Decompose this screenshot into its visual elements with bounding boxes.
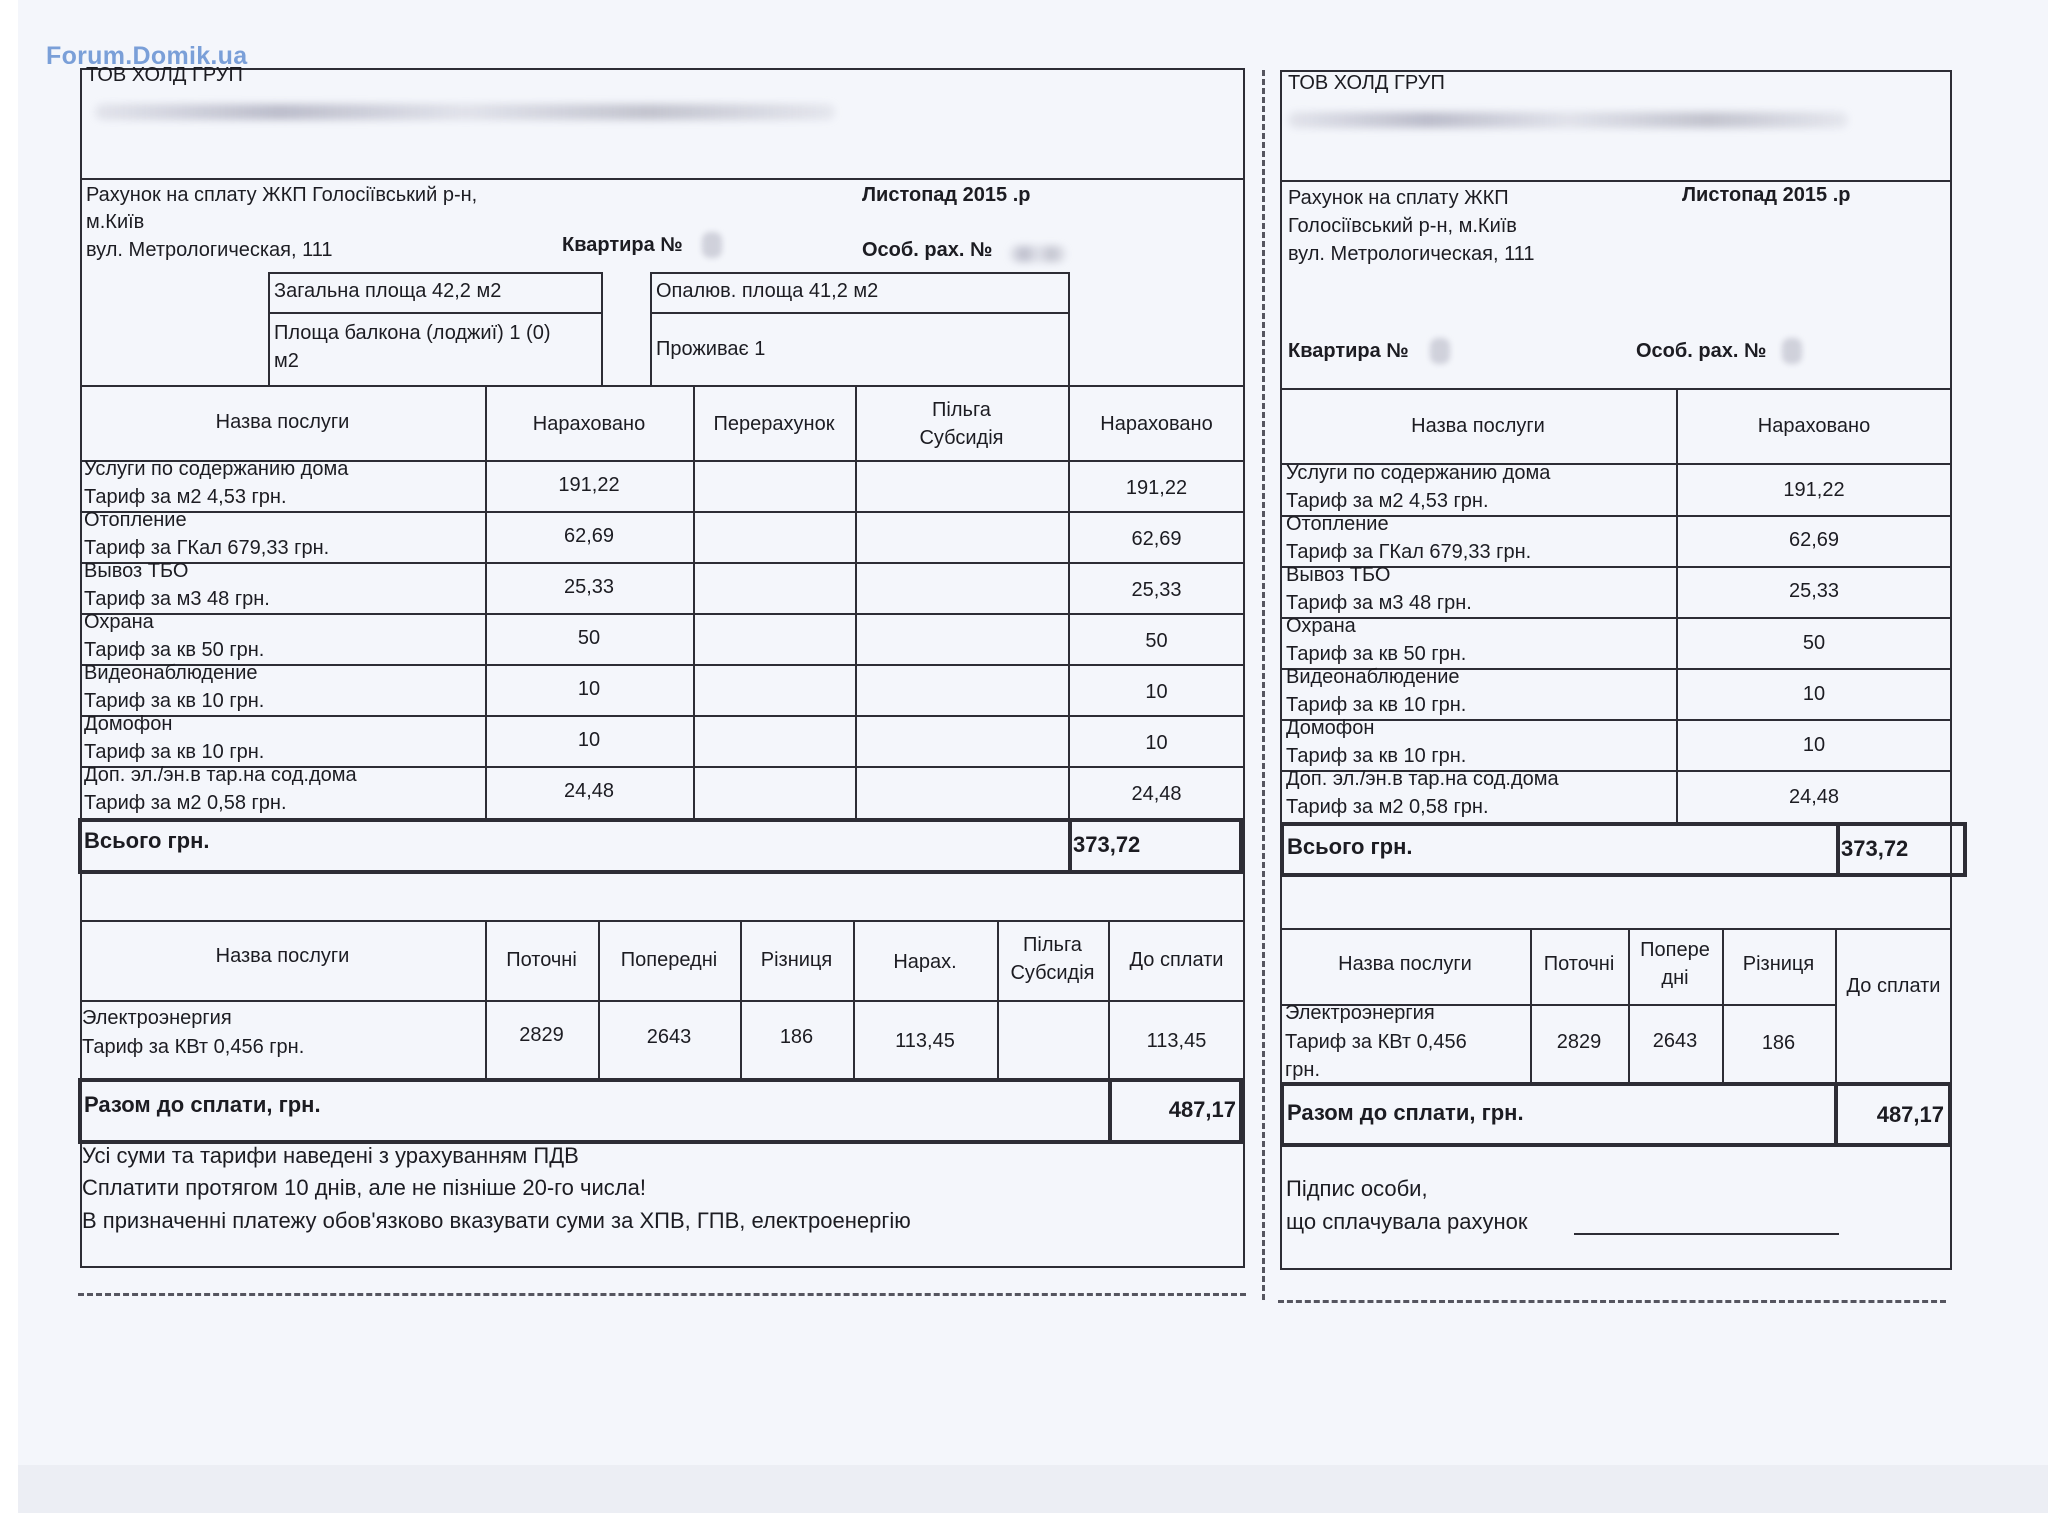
left-header-line2: м.Київ — [86, 211, 145, 233]
left-balcony-area: Площа балкона (лоджиї) 1 (0) — [274, 322, 551, 344]
left-account-label: Особ. рах. № — [862, 239, 993, 261]
left-note-deadline: Сплатити протягом 10 днів, але не пізніше 20-го числа! — [82, 1175, 646, 1200]
left-total-label: Всього грн. — [84, 828, 210, 853]
left-note-purpose: В призначенні платежу обов'язково вказувати суми за ХПВ, ГПВ, електроенергію — [82, 1208, 911, 1233]
left-col-total: Нараховано — [1100, 413, 1213, 435]
left-col-accrued: Нараховано — [532, 413, 646, 435]
cut-line-vertical — [1262, 70, 1265, 1300]
left-meter-col-name: Назва послуги — [215, 945, 350, 967]
left-redacted-address — [95, 104, 835, 120]
left-note-vat: Усі суми та тарифи наведені з урахуванням ПДВ — [82, 1143, 579, 1168]
left-meter-col-subsidy: Субсидія — [1010, 962, 1095, 984]
right-company: ТОВ ХОЛД ГРУП — [1288, 72, 1445, 94]
left-meter-col-accrued: Нарах. — [893, 951, 957, 973]
left-period: Листопад 2015 .р — [862, 184, 1031, 206]
right-signature-label: Підпис особи, — [1286, 1176, 1428, 1201]
scan-bottom-strip — [18, 1465, 2048, 1513]
right-meter-col-diff: Різниця — [1742, 953, 1815, 975]
left-col-subsidy: Субсидія — [919, 427, 1004, 449]
right-col-service-name: Назва послуги — [1411, 415, 1545, 437]
left-header-line1: Рахунок на сплату ЖКП Голосіївський р-н, — [86, 184, 478, 206]
cut-line-left — [78, 1293, 1246, 1296]
right-redacted-account — [1782, 338, 1802, 364]
right-redacted-address — [1288, 112, 1848, 128]
right-col-accrued: Нараховано — [1757, 415, 1871, 437]
left-meter-col-current: Поточні — [506, 949, 577, 971]
watermark: Forum.Domik.ua — [46, 42, 248, 70]
left-heated-area: Опалюв. площа 41,2 м2 — [656, 280, 879, 302]
right-total-label: Всього грн. — [1287, 834, 1413, 859]
left-meter-col-topay: До сплати — [1129, 949, 1224, 971]
cut-line-right — [1278, 1300, 1946, 1303]
left-apartment-label: Квартира № — [562, 234, 683, 256]
left-col-benefit: Пільга — [932, 399, 991, 421]
left-col-service-name: Назва послуги — [215, 411, 350, 433]
right-grand-total-label: Разом до сплати, грн. — [1287, 1100, 1524, 1125]
left-meter-col-benefit: Пільга — [1023, 934, 1082, 956]
right-meter-col-current: Поточні — [1543, 953, 1615, 975]
left-redacted-apartment — [702, 232, 722, 258]
left-meter-col-previous: Попередні — [620, 949, 718, 971]
right-total-value: 373,72 — [1841, 836, 1909, 861]
left-grand-total-label: Разом до сплати, грн. — [84, 1092, 321, 1117]
right-header-line3: вул. Метрологическая, 111 — [1288, 243, 1535, 265]
left-header-line3: вул. Метрологическая, 111 — [86, 239, 333, 261]
left-grand-total-value: 487,17 — [1168, 1097, 1236, 1122]
left-company: ТОВ ХОЛД ГРУП — [86, 64, 243, 86]
right-meter-col-previous: Попере — [1640, 939, 1710, 961]
right-apartment-label: Квартира № — [1288, 340, 1409, 362]
left-total-value: 373,72 — [1073, 832, 1141, 857]
left-total-area: Загальна площа 42,2 м2 — [274, 280, 502, 302]
right-meter-col-previous-2: дні — [1661, 967, 1689, 989]
right-signature-line — [1574, 1233, 1839, 1235]
right-meter-col-name: Назва послуги — [1338, 953, 1472, 975]
right-period: Листопад 2015 .р — [1682, 184, 1851, 206]
left-meter-col-diff: Різниця — [760, 949, 833, 971]
left-residents: Проживає 1 — [656, 338, 766, 360]
right-grand-total-value: 487,17 — [1876, 1102, 1944, 1127]
left-redacted-account — [1010, 246, 1066, 262]
left-col-recalc: Перерахунок — [713, 413, 835, 435]
right-redacted-apartment — [1430, 338, 1450, 364]
right-account-label: Особ. рах. № — [1636, 340, 1767, 362]
left-balcony-area-unit: м2 — [274, 350, 299, 372]
right-header-line1: Рахунок на сплату ЖКП — [1288, 187, 1509, 209]
right-signature-label-2: що сплачувала рахунок — [1286, 1209, 1528, 1234]
right-meter-col-topay: До сплати — [1846, 975, 1941, 997]
right-header-line2: Голосіївський р-н, м.Київ — [1288, 215, 1517, 237]
